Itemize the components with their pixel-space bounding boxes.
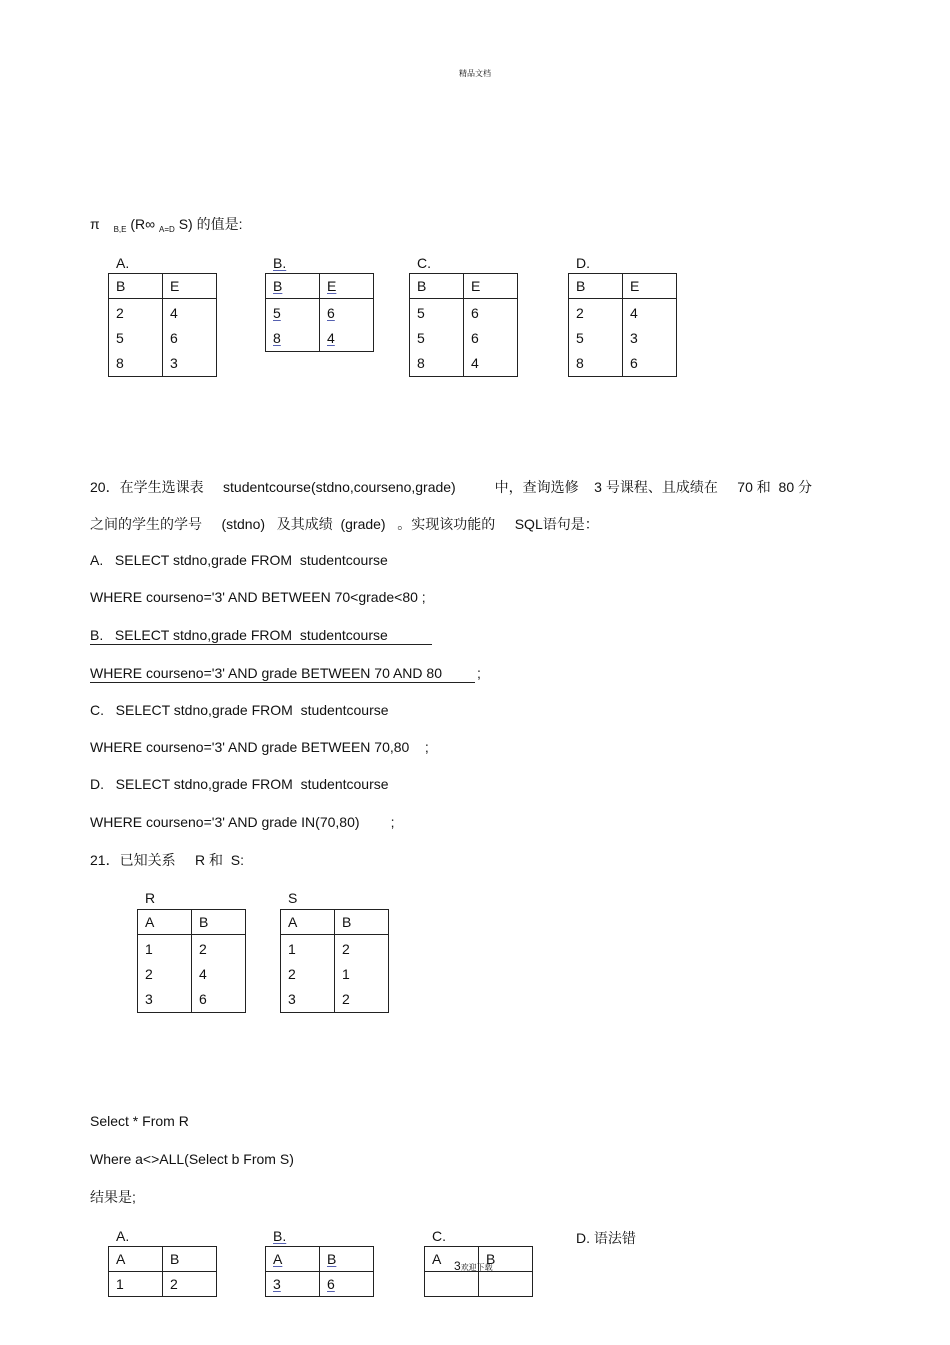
table-cell: 1 2 3 <box>138 935 192 1013</box>
table-cell: 2 1 2 <box>335 935 389 1013</box>
formula-suffix: S) 的值是: <box>178 216 243 232</box>
table-cell: 6 <box>320 1272 374 1297</box>
q20-option-a-line2: WHERE courseno='3' AND BETWEEN 70<grade<80 ; <box>90 589 426 605</box>
q21-option-c-label: C. <box>432 1228 446 1244</box>
q19-option-a-table <box>108 273 217 377</box>
col-header: E <box>623 274 677 299</box>
col-header: B <box>163 1247 217 1272</box>
col-header: B <box>192 910 246 935</box>
relation-r-table <box>137 909 246 1013</box>
table-cell: 6 6 4 <box>464 299 518 377</box>
col-header: A <box>425 1247 479 1272</box>
answer-underline <box>90 644 432 645</box>
q21-option-b-table <box>265 1246 374 1297</box>
col-header: B <box>320 1247 374 1272</box>
q21-stem: 21．已知关系 R 和 S: <box>90 852 245 868</box>
col-header: B <box>410 274 464 299</box>
col-header: B <box>109 274 163 299</box>
q19-option-c-label: C. <box>417 255 431 271</box>
q19-option-d-label: D. <box>576 255 590 271</box>
q19-formula <box>90 214 242 234</box>
relation-s-label: S <box>288 890 298 906</box>
table-cell: 2 4 6 <box>192 935 246 1013</box>
q20-option-d-line2: WHERE courseno='3' AND grade IN(70,80) ; <box>90 814 395 830</box>
table-cell <box>425 1272 479 1297</box>
result-prompt: 结果是; <box>90 1189 136 1205</box>
col-header: A <box>281 910 335 935</box>
q20-option-c-line1: C. SELECT stdno,grade FROM studentcourse <box>90 702 389 718</box>
q20-option-c-line2: WHERE courseno='3' AND grade BETWEEN 70,80 ; <box>90 739 429 755</box>
answer-underline <box>90 682 475 683</box>
projection-subscript: B,E <box>113 225 127 234</box>
table-cell: 2 5 8 <box>109 299 163 377</box>
table-cell: 5 5 8 <box>410 299 464 377</box>
q21-option-a-table <box>108 1246 217 1297</box>
q19-option-d-table <box>568 273 677 377</box>
col-header: B <box>569 274 623 299</box>
q19-option-c-table <box>409 273 518 377</box>
relation-s-table <box>280 909 389 1013</box>
q19-option-a-label: A. <box>116 255 130 271</box>
table-cell: 2 <box>163 1272 217 1297</box>
join-subscript: A=D <box>159 225 175 234</box>
q21-option-a-label: A. <box>116 1228 130 1244</box>
col-header: B <box>266 274 320 299</box>
col-header: A <box>266 1247 320 1272</box>
col-header: E <box>320 274 374 299</box>
table-cell: 5 8 <box>266 299 320 352</box>
q20-stem-line1: 20．在学生选课表 studentcourse(stdno,courseno,grade) 中，查询选修 3 号课程、且成绩在 70 和 80 分 <box>90 479 812 495</box>
q20-option-a-line1: A. SELECT stdno,grade FROM studentcourse <box>90 552 388 568</box>
table-cell: 1 <box>109 1272 163 1297</box>
join-expression: (R∞ <box>130 216 156 232</box>
table-cell: 1 2 3 <box>281 935 335 1013</box>
col-header: A <box>138 910 192 935</box>
q20-option-b-line2: WHERE courseno='3' AND grade BETWEEN 70 AND 80 <box>90 665 442 681</box>
sql-line-2: Where a<>ALL(Select b From S) <box>90 1151 294 1167</box>
q21-option-b-label: B. <box>273 1228 287 1244</box>
table-cell: 6 4 <box>320 299 374 352</box>
relation-r-label: R <box>145 890 156 906</box>
table-cell <box>479 1272 533 1297</box>
col-header: E <box>464 274 518 299</box>
col-header: E <box>163 274 217 299</box>
q20-stem-line2: 之间的学生的学号 (stdno) 及其成绩 (grade) 。实现该功能的 SQL语句是： <box>90 516 599 532</box>
page-header: 精品文档 <box>459 69 491 78</box>
table-cell: 4 6 3 <box>163 299 217 377</box>
table-cell: 2 5 8 <box>569 299 623 377</box>
col-header: B <box>479 1247 533 1272</box>
col-header: B <box>335 910 389 935</box>
sql-line-1: Select * From R <box>90 1113 189 1129</box>
pi-symbol: π <box>90 216 100 232</box>
q19-option-b-label: B. <box>273 255 287 271</box>
table-cell: 3 <box>266 1272 320 1297</box>
q21-option-d-label: D. 语法错 <box>576 1230 636 1246</box>
table-cell: 4 3 6 <box>623 299 677 377</box>
q20-option-d-line1: D. SELECT stdno,grade FROM studentcourse <box>90 776 389 792</box>
q20-option-b-semicolon: ; <box>477 665 481 681</box>
q20-option-b-line1: B. SELECT stdno,grade FROM studentcourse <box>90 627 388 643</box>
col-header: A <box>109 1247 163 1272</box>
q19-option-b-table <box>265 273 374 352</box>
footer-page-number: 3欢迎下载 <box>454 1259 493 1273</box>
